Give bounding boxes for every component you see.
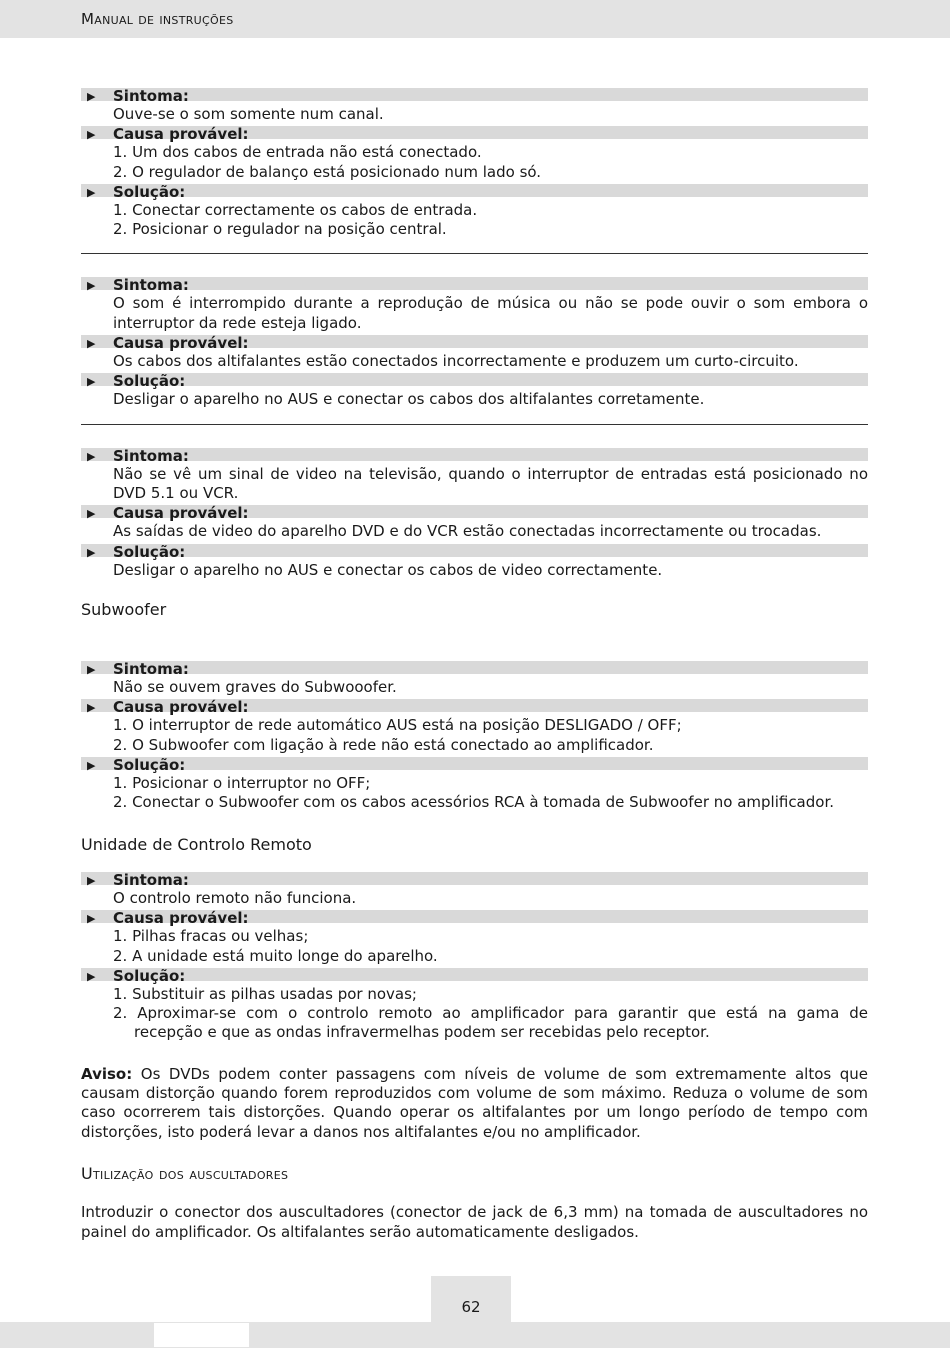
notice-paragraph xyxy=(81,1065,868,1142)
cause-label: ▶ Causa provável: xyxy=(81,505,868,518)
solution-label: ▶ Solução: xyxy=(81,544,868,557)
cause-text: 1. Um dos cabos de entrada não está conectado. xyxy=(113,143,482,162)
symptom-label: ▶ Sintoma: xyxy=(81,448,868,461)
triangle-right-icon: ▶ xyxy=(87,873,96,887)
solution-text: Desligar o aparelho no AUS e conectar os cabos dos altifalantes corretamente. xyxy=(113,390,705,409)
solution-text: 1. Substituir as pilhas usadas por novas; xyxy=(113,984,417,1003)
solution-text: 2. Posicionar o regulador na posição central. xyxy=(113,220,447,239)
triangle-right-icon: ▶ xyxy=(87,701,96,715)
cause-text: As saídas de video do aparelho DVD e do VCR estão conectadas incorrectamente ou trocadas. xyxy=(113,522,822,541)
symptom-text: O controlo remoto não funciona. xyxy=(113,888,357,907)
cause-text: 2. O regulador de balanço está posicionado num lado só. xyxy=(113,162,542,181)
cause-text: 1. O interruptor de rede automático AUS está na posição DESLIGADO / OFF; xyxy=(113,716,682,735)
triangle-right-icon: ▶ xyxy=(87,545,96,559)
symptom-label: ▶ Sintoma: xyxy=(81,88,868,101)
cause-label: ▶ Causa provável: xyxy=(81,699,868,712)
section-title-subwoofer: Subwoofer xyxy=(81,599,167,619)
triangle-right-icon: ▶ xyxy=(87,663,96,677)
solution-label: ▶ Solução: xyxy=(81,373,868,386)
triangle-right-icon: ▶ xyxy=(87,185,96,199)
manual-content xyxy=(81,86,868,1242)
section-title-headphones: Utilização dos auscultadores xyxy=(81,1163,289,1183)
solution-label: ▶ Solução: xyxy=(81,757,868,770)
cause-text: 1. Pilhas fracas ou velhas; xyxy=(113,927,309,946)
triangle-right-icon: ▶ xyxy=(87,912,96,926)
section-title-remote: Unidade de Controlo Remoto xyxy=(81,834,312,854)
section-divider xyxy=(81,253,868,254)
symptom-label: ▶ Sintoma: xyxy=(81,872,868,885)
triangle-right-icon: ▶ xyxy=(87,969,96,983)
solution-label: ▶ Solução: xyxy=(81,184,868,197)
symptom-text: O som é interrompido durante a reprodução de música ou não se pode ouvir o som embora o interruptor da rede esteja ligado. xyxy=(113,294,868,332)
section-divider xyxy=(81,424,868,425)
symptom-label: ▶ Sintoma: xyxy=(81,661,868,674)
triangle-right-icon: ▶ xyxy=(87,449,96,463)
solution-text: 1. Posicionar o interruptor no OFF; xyxy=(113,774,371,793)
solution-text: Desligar o aparelho no AUS e conectar os cabos de video correctamente. xyxy=(113,560,663,579)
notice-label: Aviso: xyxy=(81,1064,133,1083)
cause-label: ▶ Causa provável: xyxy=(81,335,868,348)
cause-text: 2. O Subwoofer com ligação à rede não está conectado ao amplificador. xyxy=(113,735,654,754)
triangle-right-icon: ▶ xyxy=(87,337,96,351)
symptom-text: Não se vê um sinal de video na televisão, quando o interruptor de entradas está posicionado no DVD 5.1 ou VCR. xyxy=(113,464,868,502)
solution-text: 2. Aproximar-se com o controlo remoto ao amplificador para garantir que está na gama de recepção e que as ondas infravermelhas podem ser recebidas pelo receptor. xyxy=(113,1004,868,1042)
symptom-text: Não se ouvem graves do Subwooofer. xyxy=(113,678,397,697)
symptom-label: ▶ Sintoma: xyxy=(81,277,868,290)
triangle-right-icon: ▶ xyxy=(87,279,96,293)
footer-white-block xyxy=(154,1323,249,1347)
page-header-title: Manual de instruções xyxy=(81,10,234,28)
solution-text: 2. Conectar o Subwoofer com os cabos acessórios RCA à tomada de Subwoofer no amplificador. xyxy=(113,793,835,812)
headphones-paragraph: Introduzir o conector dos auscultadores (conector de jack de 6,3 mm) na tomada de auscultadores no painel do amplificador. Os altifalantes serão automaticamente desligados. xyxy=(81,1203,868,1241)
cause-text: Os cabos dos altifalantes estão conectados incorrectamente e produzem um curto-circuito. xyxy=(113,352,799,371)
cause-label: ▶ Causa provável: xyxy=(81,126,868,139)
triangle-right-icon: ▶ xyxy=(87,90,96,103)
triangle-right-icon: ▶ xyxy=(87,507,96,521)
solution-label: ▶ Solução: xyxy=(81,968,868,981)
triangle-right-icon: ▶ xyxy=(87,375,96,389)
page-number: 62 xyxy=(461,1298,481,1316)
symptom-text: Ouve-se o som somente num canal. xyxy=(113,105,384,123)
cause-label: ▶ Causa provável: xyxy=(81,910,868,923)
triangle-right-icon: ▶ xyxy=(87,128,96,142)
solution-text: 1. Conectar correctamente os cabos de entrada. xyxy=(113,200,478,219)
notice-text: Os DVDs podem conter passagens com níveis de volume de som extremamente altos que causam distorção quando forem reproduzidos com volume de som máximo. Reduza o volume de som caso ocorrerem tais distorções. Quando operar os altifalantes por um longo período de tempo com distorções, isto poderá levar a danos nos altifalantes e/ou no amplificador. xyxy=(81,1064,868,1141)
triangle-right-icon: ▶ xyxy=(87,759,96,773)
footer-strip xyxy=(0,1322,950,1348)
cause-text: 2. A unidade está muito longe do aparelho. xyxy=(113,946,438,965)
